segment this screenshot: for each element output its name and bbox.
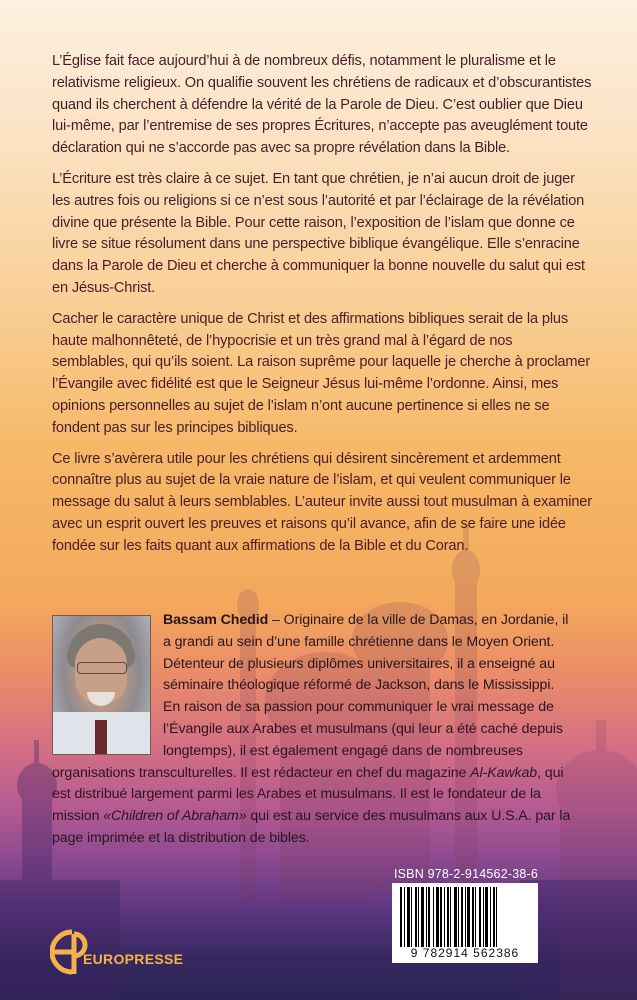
bio-text-1: – Originaire de la ville de Damas, en Jordanie, il a grandi au sein d’une famille chrétienne dans le Moyen Orient. Détenteur de plusieurs diplômes universitaires, il a enseigné au séminaire théologique réformé de Jackson, dans le Mississippi. En raison de sa passion pour communiquer le vrai message de l’Évangile aux Arabes et musulmans (qui leur a été caché depuis longtemps), il est également engagé dans de nombreuses organisations transculturelles. Il est rédacteur en chef du magazine — [52, 612, 569, 781]
isbn-barcode — [392, 867, 540, 963]
author-bio — [52, 610, 572, 850]
author-photo — [52, 615, 151, 755]
barcode-icon — [392, 883, 538, 963]
blurb-paragraph-1: L’Église fait face aujourd’hui à de nombreux défis, notamment le pluralisme et le relativisme religieux. On qualifie souvent les chrétiens de radicaux et d’obscurantistes quand ils cherchent à défendre la vérité de la Parole de Dieu. C’est oublier que Dieu lui-même, par l’entremise de ses propres Écritures, n’accepte pas aveuglément toute déclaration qui ne s’accorde pas avec sa propre révélation dans la Bible. — [52, 53, 592, 157]
publisher-name: EUROPRESSE — [83, 951, 184, 967]
blurb-paragraph-4: Ce livre s’avèrera utile pour les chrétiens qui désirent sincèrement et ardemment connaître plus au sujet de la vraie nature de l’islam, et qui veulent communiquer le message du salut à leurs semblables. L’auteur invite aussi tout musulman à examiner avec un esprit ouvert les preuves et raisons qu’il avance, afin de se faire une idée fondée sur les faits quant aux affirmations de la Bible et du Coran. — [52, 450, 592, 554]
publisher-logo — [50, 928, 184, 976]
blurb-paragraph-2: L’Écriture est très claire à ce sujet. En tant que chrétien, je n’ai aucun droit de juger les autres fois ou religions si ce n’est sous l’autorité et par l’éclairage de la révélation divine que présente la Bible. Pour cette raison, l’exposition de l’islam que donne ce livre se situe résolument dans une perspective biblique évangélique. Elle s’enracine dans la Parole de Dieu et cherche à communiquer la bonne nouvelle du salut qui est en Jésus-Christ. — [52, 170, 585, 296]
bio-text-3: qui est au service des musulmans aux U.S.A. par la page imprimée et la distribution de bibles. — [52, 808, 571, 846]
magazine-title: Al-Kawkab — [470, 764, 538, 781]
isbn-label: ISBN 978-2-914562-38-6 — [393, 867, 539, 881]
barcode-digits: 9 782914 562386 — [410, 946, 520, 960]
author-name: Bassam Chedid — [163, 612, 269, 628]
blurb — [52, 51, 592, 567]
mission-name: «Children of Abraham» — [103, 808, 247, 825]
bio-text-2: , qui est distribué largement parmi les Arabes et musulmans. Il est le fondateur de la mission — [52, 764, 564, 825]
blurb-paragraph-3: Cacher le caractère unique de Christ et des affirmations bibliques serait de la plus haute malhonnêteté, de l’hypocrisie et un très grand mal à l’égard de nos semblables, qui qu’ils soient. La raison suprême pour laquelle je cherche à proclamer l’Évangile avec fidélité est que le Seigneur Jésus lui-même l’ordonne. Ainsi, mes opinions personnelles au sujet de l’islam n’ont aucune pertinence si elles ne se fondent pas sur les principes bibliques. — [52, 310, 591, 436]
